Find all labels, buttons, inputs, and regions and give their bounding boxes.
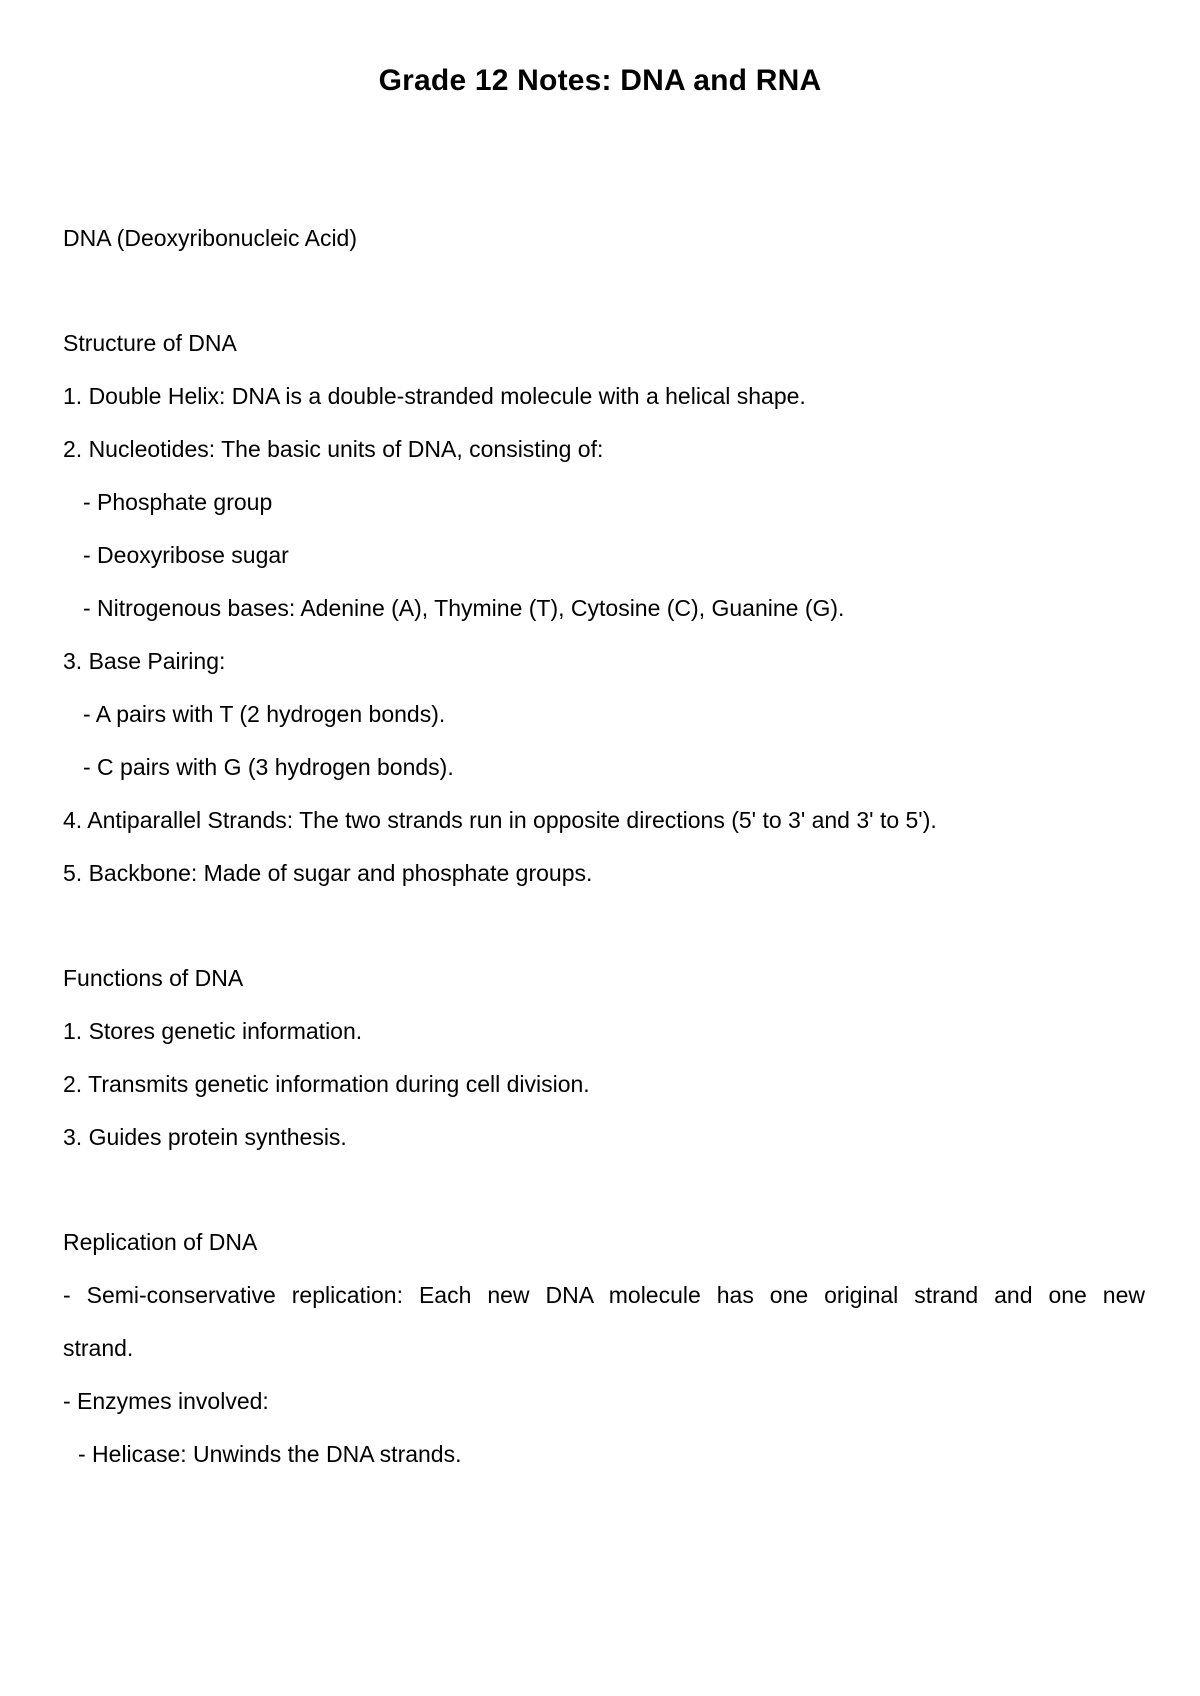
structure-item-1: 1. Double Helix: DNA is a double-stranded molecule with a helical shape. xyxy=(63,383,806,409)
structure-item-2: 2. Nucleotides: The basic units of DNA, consisting of: xyxy=(63,436,604,462)
structure-item-4: 4. Antiparallel Strands: The two strands run in opposite directions (5' to 3' and 3' to 5'). xyxy=(63,807,937,833)
structure-item-2-sub-2: - Deoxyribose sugar xyxy=(83,542,289,568)
section-heading-dna: DNA (Deoxyribonucleic Acid) xyxy=(63,225,358,251)
structure-item-2-sub-1: - Phosphate group xyxy=(83,489,273,515)
functions-heading: Functions of DNA xyxy=(63,965,244,991)
page-title: Grade 12 Notes: DNA and RNA xyxy=(378,64,822,97)
replication-enzymes: - Enzymes involved: xyxy=(63,1388,269,1414)
replication-semi-conservative-line-1: - Semi-conservative replication: Each new DNA molecule has one original strand and one new xyxy=(63,1282,1145,1308)
structure-item-3-sub-2: - C pairs with G (3 hydrogen bonds). xyxy=(83,754,454,780)
replication-semi-conservative-line-2: strand. xyxy=(63,1335,134,1361)
structure-item-2-sub-3: - Nitrogenous bases: Adenine (A), Thymine (T), Cytosine (C), Guanine (G). xyxy=(83,595,845,621)
structure-item-3: 3. Base Pairing: xyxy=(63,648,226,674)
structure-item-3-sub-1: - A pairs with T (2 hydrogen bonds). xyxy=(83,701,446,727)
structure-heading: Structure of DNA xyxy=(63,330,237,356)
replication-helicase: - Helicase: Unwinds the DNA strands. xyxy=(78,1441,462,1467)
structure-item-5: 5. Backbone: Made of sugar and phosphate groups. xyxy=(63,860,593,886)
functions-item-1: 1. Stores genetic information. xyxy=(63,1018,363,1044)
replication-heading: Replication of DNA xyxy=(63,1229,258,1255)
functions-item-3: 3. Guides protein synthesis. xyxy=(63,1124,347,1150)
functions-item-2: 2. Transmits genetic information during cell division. xyxy=(63,1071,590,1097)
